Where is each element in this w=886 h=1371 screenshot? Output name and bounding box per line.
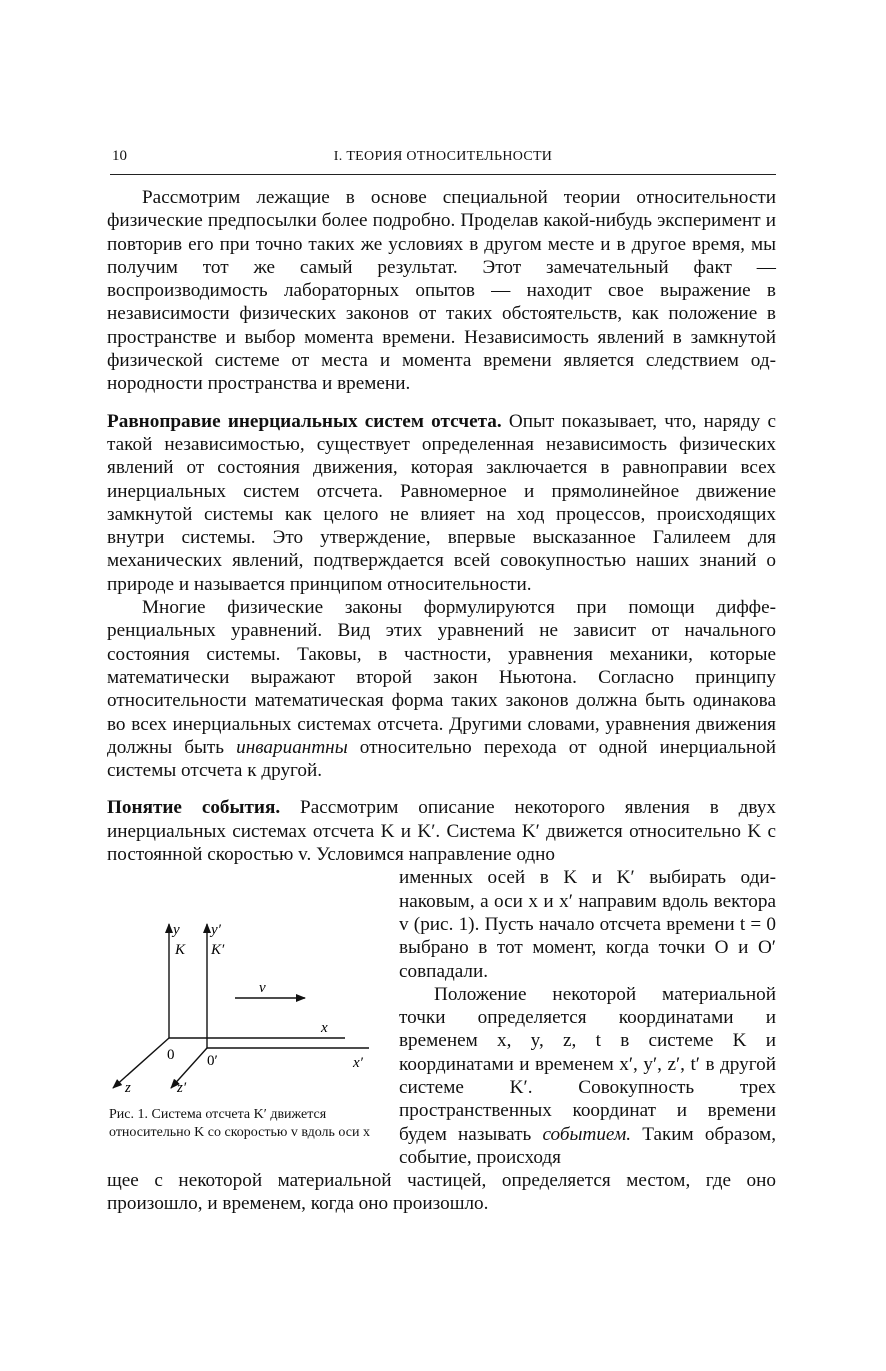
reference-frames-diagram: [107, 920, 383, 1100]
label-z: z: [125, 1080, 131, 1096]
paragraph-event-location: щее с некоторой материальной частицей, определяется местом, где оно произошло, и временем, когда оно произошло.: [107, 1170, 776, 1215]
paragraph-invariance: [107, 596, 776, 782]
label-origin: 0: [167, 1047, 175, 1063]
label-z-prime: z′: [177, 1080, 187, 1096]
running-title: I. ТЕОРИЯ ОТНОСИТЕЛЬНОСТИ: [333, 149, 553, 164]
paragraph-event-definition: [399, 983, 776, 1169]
label-velocity: v: [259, 980, 266, 996]
page-number: 10: [112, 148, 127, 164]
invariance-text-start: Многие физические законы формулируются при помощи дифференциальных уравнений. Вид этих уравнений не зависит от начального состояния системы. Таковы, в частности, уравнения механики, которые математически выражают второй закон Ньютона. Согласно принципу относительности математическая форма таких законов должна быть одинакова во всех инерциальных системах отсчета. Другими словами, уравнения движения должны быть: [107, 597, 776, 758]
section-heading-event: Понятие события.: [107, 797, 281, 819]
event-definition-text-end: Таким образом, событие, происходя: [399, 1123, 776, 1168]
section-heading-inertial-frames: Равноправие инерциальных систем отсчета.: [107, 410, 502, 432]
figure-caption: Рис. 1. Система отсчета K′ движется относительно K со скоростью v вдоль оси x: [109, 1107, 370, 1140]
event-definition-text-start: Положение некоторой материальной точки определяется координатами и временем x, y, z, t в системе K и координатами и временем x′, y′, z′, t′ в другой системе K′. Совокупность трех пространственных координат и времени будем называть: [399, 983, 776, 1145]
section-text-inertial-frames: Опыт показывает, что, наряду с такой независимостью, существует определенная независимость физических явлений от состояния движения, которая заключается в равноправии всех инерциальных систем отсчета. Равномерное и прямолинейное движение замкнутой системы как целого не влияет на ход процессов, происходящих внутри системы. Это утверждение, впервые высказанное Галилеем для механических явлений, подтверждается всей совокупностью наших знаний о природе и называется принципом относительности.: [107, 410, 776, 595]
label-y: y: [173, 922, 180, 938]
section-text-event: Рассмотрим описание некоторого явления в двух инерциальных системах отсчета K и K′. Система K′ движется относительно K с постоянной скоростью v. Условимся направление одно: [107, 797, 777, 866]
axis-z: [113, 1038, 169, 1088]
label-origin-prime: 0′: [207, 1053, 218, 1069]
label-y-prime: y′: [211, 922, 221, 938]
paragraph-event-concept: [107, 796, 776, 866]
page-header: [110, 144, 776, 175]
paragraph-homogeneity: Рассмотрим лежащие в основе специальной теории относительности физические предпосылки более подробно. Проделав какой-нибудь эксперимент и повторив его при точно таких же условиях в другом месте и в другое время, мы получим тот же самый результат. Этот замечательный факт — воспроизводимость лабораторных опытов — находит свое выражение в независимости физических законов от таких обстоятельств, как положение в пространстве и выбор момента времени. Независимость явлений в замкнутой физической системе от места и момента времени является следствием однородности пространства и времени.: [107, 187, 776, 395]
paragraph-relativity-principle: [107, 410, 776, 596]
label-x: x: [321, 1020, 328, 1036]
paragraph-axes-orientation: именных осей в K и K′ выбирать одинаковым, а оси x и x′ направим вдоль вектора v (рис. 1). Пусть начало отсчета времени t = 0 выбрано в тот момент, когда точки O и O′ совпадали.: [399, 867, 776, 982]
emphasis-event: событием.: [542, 1123, 632, 1145]
figure-wrap-text: [399, 866, 776, 1169]
label-K-prime: K′: [211, 942, 225, 958]
figure-reference-frames: [107, 920, 383, 1180]
invariance-text-end: относительно перехода от одной инерциальной системы отсчета к другой.: [107, 736, 776, 782]
emphasis-invariant: инвариантны: [236, 736, 348, 758]
label-x-prime: x′: [353, 1055, 363, 1071]
label-K: K: [175, 942, 186, 958]
